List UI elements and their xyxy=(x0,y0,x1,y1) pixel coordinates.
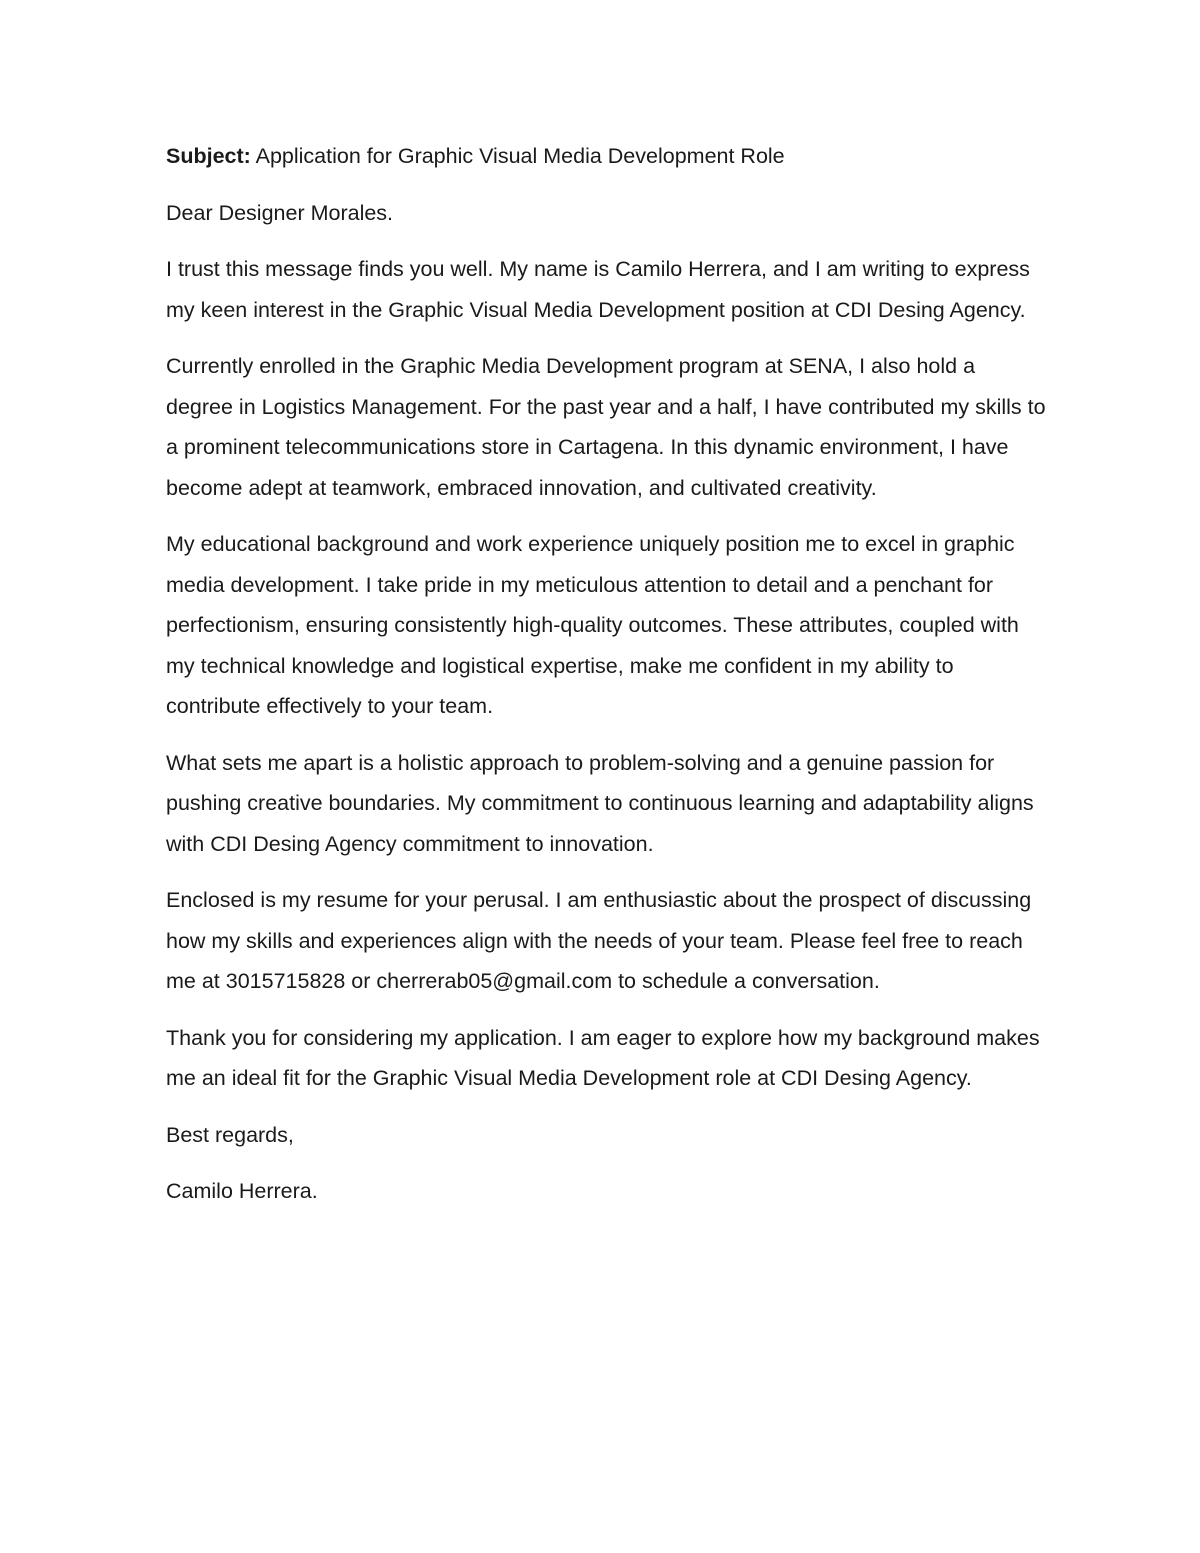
subject-text: Application for Graphic Visual Media Development Role xyxy=(255,144,785,168)
closing: Best regards, xyxy=(166,1122,294,1147)
paragraph-background: Currently enrolled in the Graphic Media Development program at SENA, I also hold a degree in Logistics Management. For the past year and a half, I have contributed my skills to a prominent telecommunications store in Cartagena. In this dynamic environment, I have become adept at teamwork, embraced innovation, and cultivated creativity. xyxy=(166,354,1046,500)
paragraph-differentiator: What sets me apart is a holistic approach to problem-solving and a genuine passion for pushing creative boundaries. My commitment to continuous learning and adaptability aligns with CDI Desing Agency commitment to innovation. xyxy=(166,750,1034,856)
cover-letter xyxy=(166,136,1046,1228)
subject-line xyxy=(166,136,1046,177)
paragraph-qualifications: My educational background and work experience uniquely position me to excel in graphic media development. I take pride in my meticulous attention to detail and a penchant for perfectionism, ensuring consistently high-quality outcomes. These attributes, coupled with my technical knowledge and logistical expertise, make me confident in my ability to contribute effectively to your team. xyxy=(166,532,1019,718)
subject-label: Subject: xyxy=(166,144,251,168)
paragraph-intro: I trust this message finds you well. My name is Camilo Herrera, and I am writing to express my keen interest in the Graphic Visual Media Development position at CDI Desing Agency. xyxy=(166,257,1030,322)
paragraph-contact: Enclosed is my resume for your perusal. I am enthusiastic about the prospect of discussing how my skills and experiences align with the needs of your team. Please feel free to reach me at 3015715828 or cherrerab05@gmail.com to schedule a conversation. xyxy=(166,888,1032,993)
salutation: Dear Designer Morales. xyxy=(166,200,394,225)
signature: Camilo Herrera. xyxy=(166,1179,318,1203)
paragraph-thanks: Thank you for considering my application. I am eager to explore how my background makes me an ideal fit for the Graphic Visual Media Development role at CDI Desing Agency. xyxy=(166,1025,1040,1090)
